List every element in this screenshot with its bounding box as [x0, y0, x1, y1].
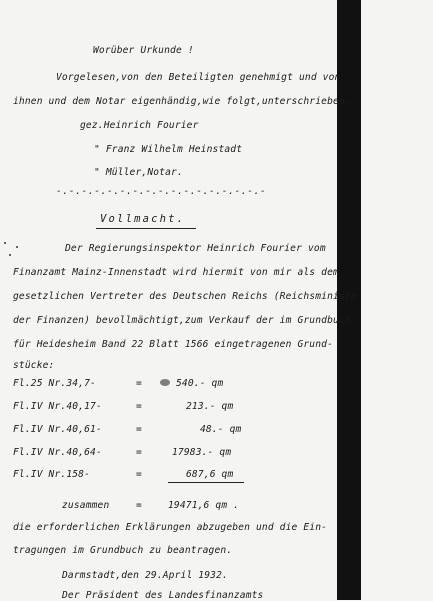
- total-label: zusammen: [62, 500, 110, 511]
- total-equals: =: [136, 500, 142, 511]
- parcel-equals: =: [136, 424, 142, 435]
- body-line: stücke:: [13, 360, 55, 371]
- body-line: der Finanzen) bevollmächtigt,zum Verkauf der im Grundbuch: [13, 315, 351, 326]
- body-line: für Heidesheim Band 22 Blatt 1566 eingetragenen Grund-: [13, 339, 333, 350]
- date-place-line: Darmstadt,den 29.April 1932.: [62, 570, 228, 581]
- signature-entry: gez.Heinrich Fourier: [80, 120, 199, 131]
- body-line: Der Regierungsinspektor Heinrich Fourier vom: [65, 243, 326, 254]
- body-line: tragungen im Grundbuch zu beantragen.: [13, 545, 233, 556]
- total-area: 19471,6 qm .: [168, 500, 240, 511]
- signature-entry: " Franz Wilhelm Heinstadt: [94, 144, 243, 155]
- body-line: Finanzamt Mainz-Innenstadt wird hiermit von mir als dem: [13, 267, 339, 278]
- scan-speck: [16, 246, 18, 248]
- parcel-equals: =: [136, 447, 142, 458]
- scan-speck: [9, 254, 11, 256]
- body-line: die erforderlichen Erklärungen abzugeben und die Ein-: [13, 522, 328, 533]
- ink-smudge: [160, 379, 170, 386]
- parcel-label: Fl.IV Nr.40,61-: [13, 424, 102, 435]
- parcel-area: 213.- qm: [186, 401, 234, 412]
- parcel-equals: =: [136, 378, 142, 389]
- parcel-label: Fl.IV Nr.40,64-: [13, 447, 102, 458]
- parcel-area: 687,6 qm: [186, 469, 234, 480]
- scan-speck: [4, 242, 6, 244]
- parcel-label: Fl.IV Nr.158-: [13, 469, 91, 480]
- parcel-label: Fl.IV Nr.40,17-: [13, 401, 102, 412]
- separator-line: -.-.-.-.-.-.-.-.-.-.-.-.-.-.-.-.-: [56, 186, 267, 197]
- parcel-area: 540.- qm: [176, 378, 224, 389]
- text-line: ihnen und dem Notar eigenhändig,wie folgt,unterschrieben.: [13, 96, 351, 107]
- parcel-area: 17983.- qm: [172, 447, 232, 458]
- document-title: Vollmacht.: [100, 213, 186, 225]
- parcel-equals: =: [136, 469, 142, 480]
- closing-formula: Worüber Urkunde !: [93, 45, 194, 56]
- body-line: gesetzlichen Vertreter des Deutschen Reichs (Reichsministe: [13, 291, 357, 302]
- text-line: Vorgelesen,von den Beteiligten genehmigt und von: [56, 72, 341, 83]
- title-underline: [96, 228, 196, 229]
- signature-entry: " Müller,Notar.: [94, 167, 183, 178]
- parcel-label: Fl.25 Nr.34,7-: [13, 378, 96, 389]
- parcel-area: 48.- qm: [200, 424, 242, 435]
- sum-underline: [168, 482, 244, 483]
- parcel-equals: =: [136, 401, 142, 412]
- signature-authority: Der Präsident des Landesfinanzamts: [62, 590, 264, 601]
